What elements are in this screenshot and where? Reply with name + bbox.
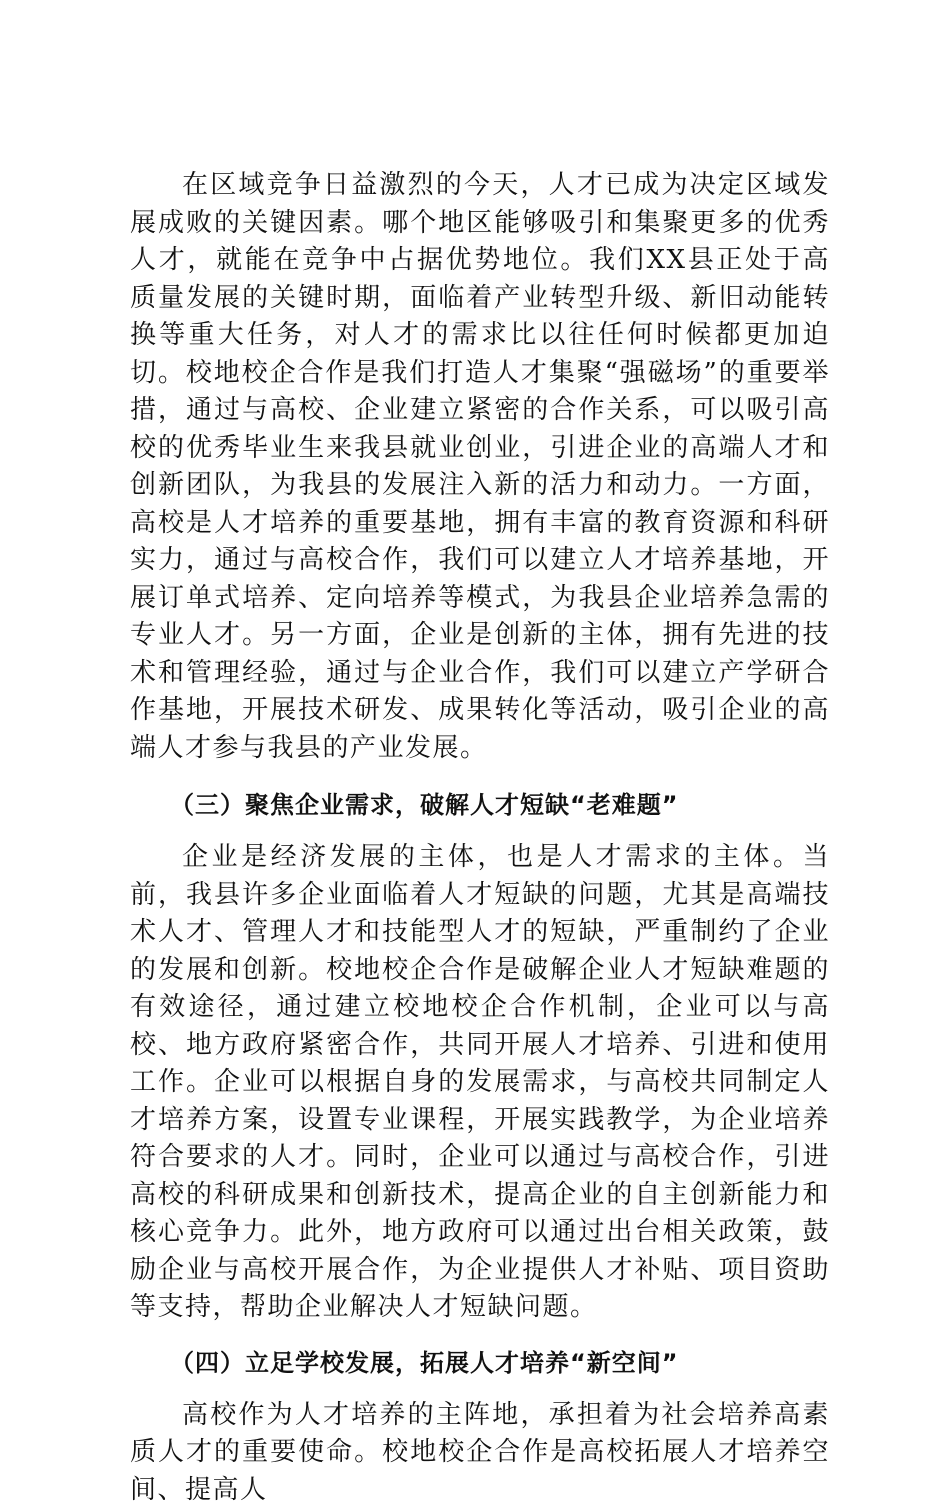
section-heading-4: （四）立足学校发展，拓展人才培养“新空间” <box>130 1343 830 1383</box>
paragraph-talent-magnet: 在区域竞争日益激烈的今天，人才已成为决定区域发展成败的关键因素。哪个地区能够吸引和集聚更多的优秀人才，就能在竞争中占据优势地位。我们XX县正处于高质量发展的关键时期，面临着产业转型升级、新旧动能转换等重大任务，对人才的需求比以往任何时候都更加迫切。校地校企合作是我们打造人才集聚“强磁场”的重要举措，通过与高校、企业建立紧密的合作关系，可以吸引高校的优秀毕业生来我县就业创业，引进企业的高端人才和创新团队，为我县的发展注入新的活力和动力。一方面，高校是人才培养的重要基地，拥有丰富的教育资源和科研实力，通过与高校合作，我们可以建立人才培养基地，开展订单式培养、定向培养等模式，为我县企业培养急需的专业人才。另一方面，企业是创新的主体，拥有先进的技术和管理经验，通过与企业合作，我们可以建立产学研合作基地，开展技术研发、成果转化等活动，吸引企业的高端人才参与我县的产业发展。 <box>130 167 830 767</box>
section-heading-3: （三）聚焦企业需求，破解人才短缺“老难题” <box>130 785 830 825</box>
document-body <box>130 167 830 1509</box>
paragraph-school-development: 高校作为人才培养的主阵地，承担着为社会培养高素质人才的重要使命。校地校企合作是高校拓展人才培养空间、提高人 <box>130 1397 830 1509</box>
paragraph-enterprise-needs: 企业是经济发展的主体，也是人才需求的主体。当前，我县许多企业面临着人才短缺的问题，尤其是高端技术人才、管理人才和技能型人才的短缺，严重制约了企业的发展和创新。校地校企合作是破解企业人才短缺难题的有效途径，通过建立校地校企合作机制，企业可以与高校、地方政府紧密合作，共同开展人才培养、引进和使用工作。企业可以根据自身的发展需求，与高校共同制定人才培养方案，设置专业课程，开展实践教学，为企业培养符合要求的人才。同时，企业可以通过与高校合作，引进高校的科研成果和创新技术，提高企业的自主创新能力和核心竞争力。此外，地方政府可以通过出台相关政策，鼓励企业与高校开展合作，为企业提供人才补贴、项目资助等支持，帮助企业解决人才短缺问题。 <box>130 839 830 1327</box>
